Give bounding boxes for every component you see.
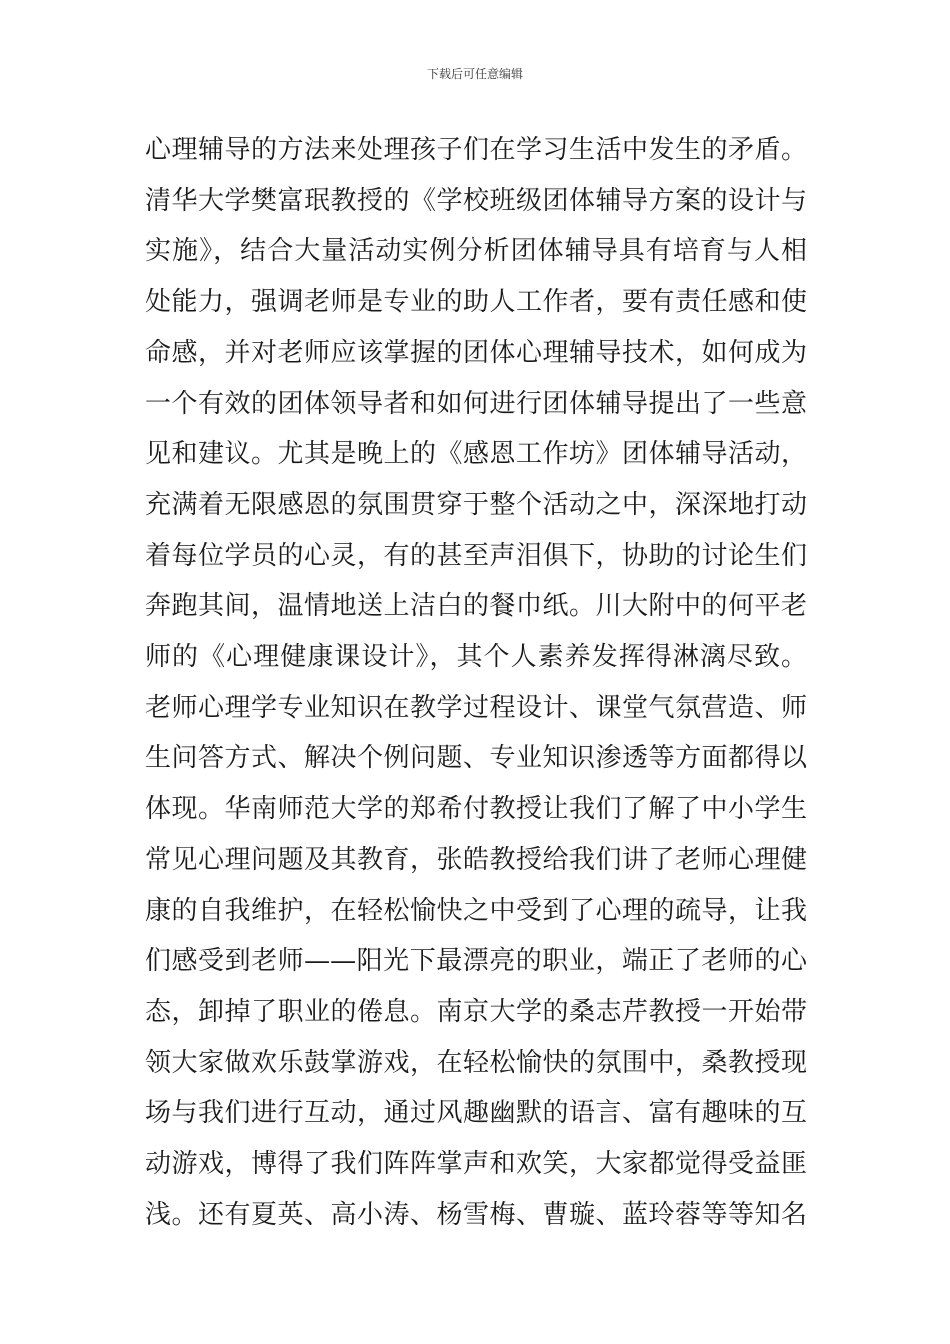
text-line: 领大家做欢乐鼓掌游戏，在轻松愉快的氛围中，桑教授现	[145, 1047, 807, 1078]
text-line: 场与我们进行互动，通过风趣幽默的语言、富有趣味的互	[145, 1098, 807, 1129]
text-line: 老师心理学专业知识在教学过程设计、课堂气氛营造、师	[145, 692, 807, 723]
text-line: 们感受到老师——阳光下最漂亮的职业，端正了老师的心	[145, 946, 807, 977]
page-header: 下载后可任意编辑	[426, 67, 523, 81]
text-line: 生问答方式、解决个例问题、专业知识渗透等方面都得以	[145, 743, 807, 774]
text-line: 奔跑其间，温情地送上洁白的餐巾纸。川大附中的何平老	[145, 591, 807, 622]
text-line: 康的自我维护，在轻松愉快之中受到了心理的疏导，让我	[145, 895, 807, 926]
text-line: 清华大学樊富珉教授的《学校班级团体辅导方案的设计与	[145, 185, 807, 216]
text-line: 命感，并对老师应该掌握的团体心理辅导技术，如何成为	[145, 337, 807, 368]
text-line: 见和建议。尤其是晚上的《感恩工作坊》团体辅导活动，	[145, 439, 807, 470]
text-line: 充满着无限感恩的氛围贯穿于整个活动之中，深深地打动	[145, 489, 807, 520]
text-line: 动游戏，博得了我们阵阵掌声和欢笑，大家都觉得受益匪	[145, 1149, 807, 1179]
text-line: 一个有效的团体领导者和如何进行团体辅导提出了一些意	[145, 388, 807, 419]
text-line: 态，卸掉了职业的倦息。南京大学的桑志芹教授一开始带	[145, 996, 807, 1027]
text-line: 着每位学员的心灵，有的甚至声泪俱下，协助的讨论生们	[145, 540, 807, 571]
text-line: 常见心理问题及其教育，张皓教授给我们讲了老师心理健	[145, 844, 807, 875]
text-line: 处能力，强调老师是专业的助人工作者，要有责任感和使	[145, 287, 807, 318]
text-line: 心理辅导的方法来处理孩子们在学习生活中发生的矛盾。	[145, 135, 807, 165]
text-line: 实施》，结合大量活动实例分析团体辅导具有培育与人相	[145, 236, 807, 267]
text-line: 师的《心理健康课设计》，其个人素养发挥得淋漓尽致。	[145, 642, 807, 672]
text-line: 浅。还有夏英、高小涛、杨雪梅、曹璇、蓝玲蓉等等知名	[145, 1199, 807, 1230]
text-line: 体现。华南师范大学的郑希付教授让我们了解了中小学生	[145, 794, 807, 825]
